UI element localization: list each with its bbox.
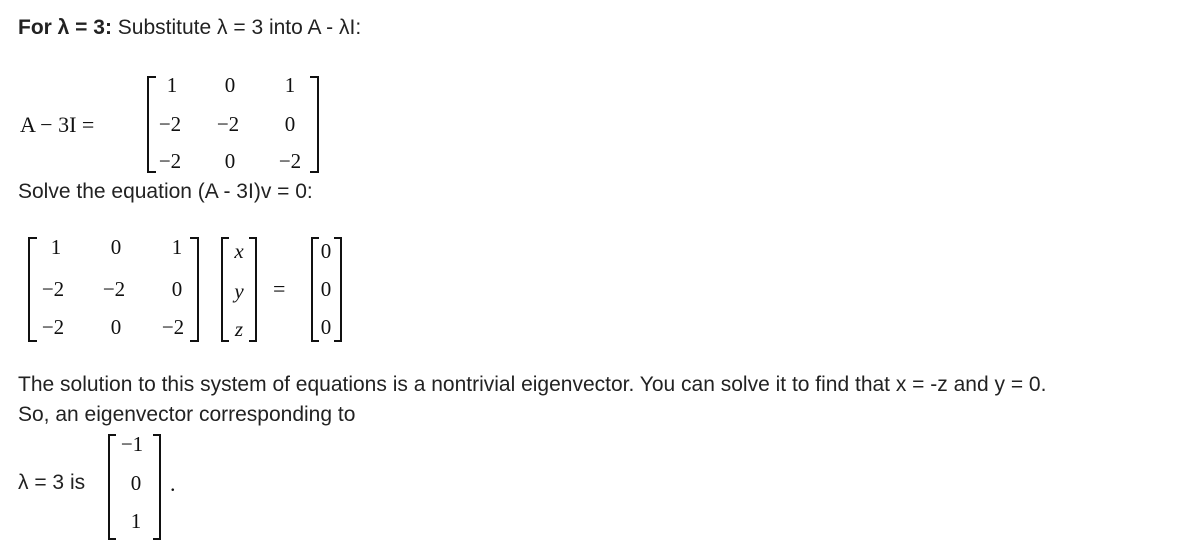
left-bracket bbox=[108, 434, 116, 540]
right-bracket bbox=[249, 237, 257, 342]
period: . bbox=[170, 471, 176, 496]
intro-line bbox=[18, 14, 361, 42]
solve-text: Solve the equation (A - 3I)v = 0: bbox=[18, 180, 313, 203]
left-bracket bbox=[147, 76, 156, 173]
equals-sign: = bbox=[273, 276, 286, 301]
eigen-label: λ = 3 is bbox=[18, 471, 86, 494]
intro-bold: For λ = 3: bbox=[18, 16, 112, 39]
left-bracket bbox=[221, 237, 229, 342]
left-bracket bbox=[28, 237, 37, 342]
right-bracket bbox=[153, 434, 161, 540]
solution-line-1: The solution to this system of equations is a nontrivial eigenvector. You can solve it to find that x = -z and y = 0. bbox=[18, 373, 1047, 396]
right-bracket bbox=[190, 237, 199, 342]
left-bracket bbox=[311, 237, 319, 342]
solution-line-2: So, an eigenvector corresponding to bbox=[18, 403, 356, 426]
intro-text: Substitute λ = 3 into A - λI: bbox=[111, 16, 362, 39]
right-bracket bbox=[310, 76, 319, 173]
matrix-lhs: A − 3I = bbox=[20, 112, 95, 137]
right-bracket bbox=[334, 237, 342, 342]
